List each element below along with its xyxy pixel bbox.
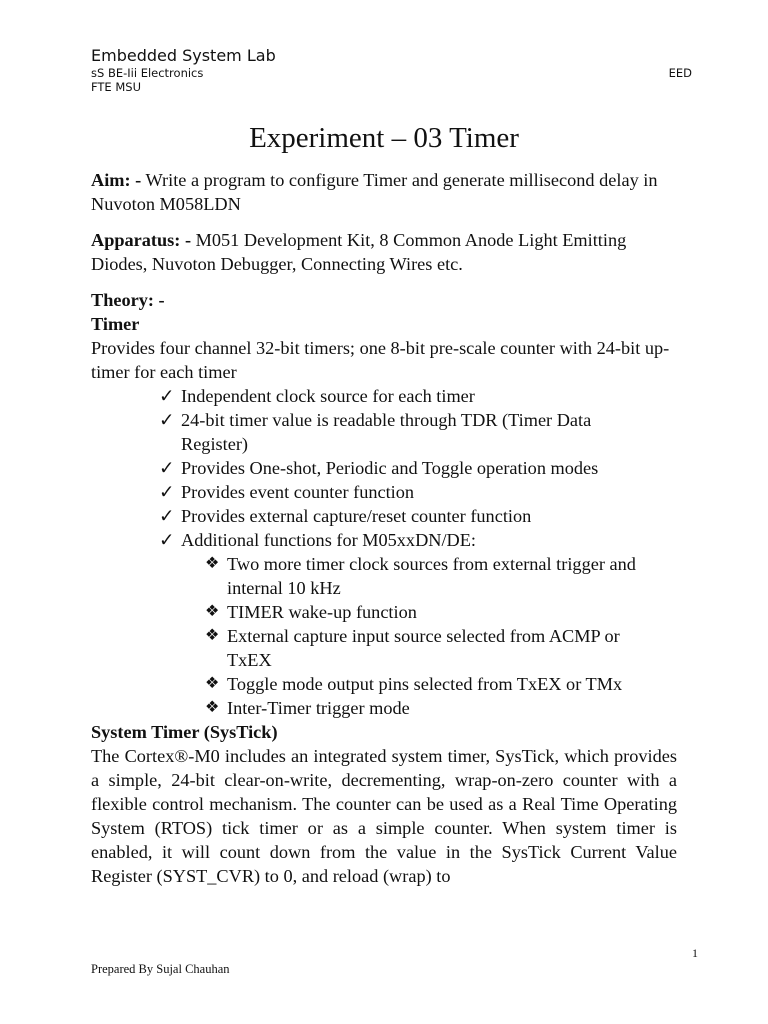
- diamond-bullet-icon: ❖: [205, 555, 220, 572]
- check-icon: ✓: [159, 410, 175, 430]
- additional-function-list: [181, 552, 677, 720]
- check-icon: ✓: [159, 506, 175, 526]
- list-item: ✓ Provides One-shot, Periodic and Toggle operation modes: [159, 458, 599, 478]
- document-body: [91, 168, 677, 888]
- apparatus-label: Apparatus: -: [91, 230, 192, 250]
- header-institute-row: [91, 80, 692, 94]
- list-item: ✓ Independent clock source for each timer: [159, 386, 475, 406]
- systick-heading: System Timer (SysTick): [91, 722, 278, 742]
- check-icon: ✓: [159, 482, 175, 502]
- apparatus-paragraph: [91, 228, 677, 276]
- list-item: ❖ External capture input source selected from ACMP or TxEX: [205, 626, 620, 670]
- diamond-bullet-icon: ❖: [205, 675, 220, 692]
- diamond-bullet-icon: ❖: [205, 627, 220, 644]
- check-icon: ✓: [159, 386, 175, 406]
- list-item: ✓ Provides external capture/reset counter function: [159, 506, 532, 526]
- aim-paragraph: [91, 168, 677, 216]
- timer-feature-list: [91, 384, 677, 720]
- aim-label: Aim: -: [91, 170, 142, 190]
- header-title: Embedded System Lab: [91, 46, 276, 65]
- header-row: [91, 66, 692, 80]
- page-title: Experiment – 03 Timer: [249, 122, 519, 154]
- page-footer: Prepared By Sujal Chauhan: [91, 962, 230, 976]
- timer-intro: Provides four channel 32-bit timers; one 8-bit pre-scale counter with 24-bit up-timer for each timer: [91, 338, 670, 382]
- timer-heading: Timer: [91, 314, 140, 334]
- check-icon: ✓: [159, 458, 175, 478]
- header-dept: EED: [668, 66, 692, 80]
- check-icon: ✓: [159, 530, 175, 550]
- systick-paragraph: The Cortex®-M0 includes an integrated system timer, SysTick, which provides a simple, 24-bit clear-on-write, decrementing, wrap-on-zero counter with a flexible control mechanism. The counter can be used as a Real Time Operating System (RTOS) tick timer or as a simple counter. When system timer is enabled, it will count down from the value in the SysTick Current Value Register (SYST_CVR) to 0, and reload (wrap) to: [91, 746, 677, 886]
- list-item: ✓ Provides event counter function: [159, 482, 415, 502]
- header-class: sS BE-Iii Electronics: [91, 66, 204, 80]
- list-item: ❖ Inter-Timer trigger mode: [205, 698, 410, 718]
- list-item: ✓ Additional functions for M05xxDN/DE: ❖ Two more timer clock sources from external trigger and internal 10 kHz ❖ TIMER wake-up function ❖ External capture input source selected from ACMP or TxEX ❖ Toggle mode output pins selected from TxEX or TMx ❖ Inter-Timer trigger mode: [159, 528, 677, 720]
- page-header: [91, 46, 692, 94]
- diamond-bullet-icon: ❖: [205, 603, 220, 620]
- diamond-bullet-icon: ❖: [205, 699, 220, 716]
- header-institute: FTE MSU: [91, 80, 141, 94]
- page-number: 1: [692, 946, 698, 960]
- list-item: ✓ 24-bit timer value is readable through TDR (Timer Data Register): [159, 410, 592, 454]
- list-item: ❖ TIMER wake-up function: [205, 602, 417, 622]
- list-item: ❖ Toggle mode output pins selected from TxEX or TMx: [205, 674, 623, 694]
- theory-heading: Theory: -: [91, 290, 165, 310]
- apparatus-text: M051 Development Kit, 8 Common Anode Light Emitting Diodes, Nuvoton Debugger, Connecting Wires etc.: [91, 230, 627, 274]
- list-item: ❖ Two more timer clock sources from external trigger and internal 10 kHz: [205, 554, 636, 598]
- aim-text: Write a program to configure Timer and generate millisecond delay in Nuvoton M058LDN: [91, 170, 658, 214]
